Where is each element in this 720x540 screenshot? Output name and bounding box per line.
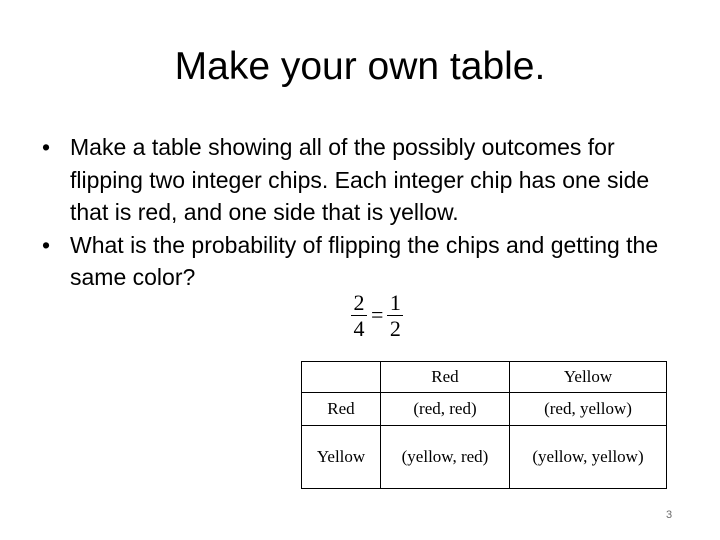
table-header-cell: Yellow: [510, 362, 667, 393]
page-number: 3: [666, 509, 673, 521]
fraction-denominator: 2: [389, 315, 401, 341]
slide-title: Make your own table.: [174, 45, 546, 88]
fraction-right: [387, 290, 403, 341]
table-header-row: [302, 362, 667, 393]
table-corner-cell: [302, 362, 381, 393]
bullet-list: [42, 131, 682, 294]
equals-sign: =: [371, 302, 384, 327]
fraction-numerator: 1: [389, 289, 401, 315]
bullet-text: Make a table showing all of the possibly outcomes for flipping two integer chips. Each integer chip has one side that is red, and one side that is yellow.: [70, 134, 650, 225]
fraction-left: [351, 290, 367, 341]
bullet-item: [42, 229, 682, 294]
table-row: [302, 393, 667, 426]
bullet-text: What is the probability of flipping the chips and getting the same color?: [70, 231, 659, 290]
table-cell: (red, red): [381, 393, 510, 426]
fraction-denominator: 4: [353, 315, 365, 341]
fraction-numerator: 2: [353, 289, 365, 315]
table-cell: (red, yellow): [510, 393, 667, 426]
probability-equation: [351, 286, 403, 344]
bullet-dot: •: [42, 231, 51, 258]
table-row-header: Red: [302, 393, 381, 426]
table-cell: (yellow, yellow): [510, 426, 667, 489]
table-row: [302, 426, 667, 489]
bullet-item: [42, 131, 682, 229]
outcomes-table: [301, 361, 667, 489]
table-row-header: Yellow: [302, 426, 381, 489]
table-cell: (yellow, red): [381, 426, 510, 489]
table-header-cell: Red: [381, 362, 510, 393]
bullet-dot: •: [42, 134, 51, 160]
